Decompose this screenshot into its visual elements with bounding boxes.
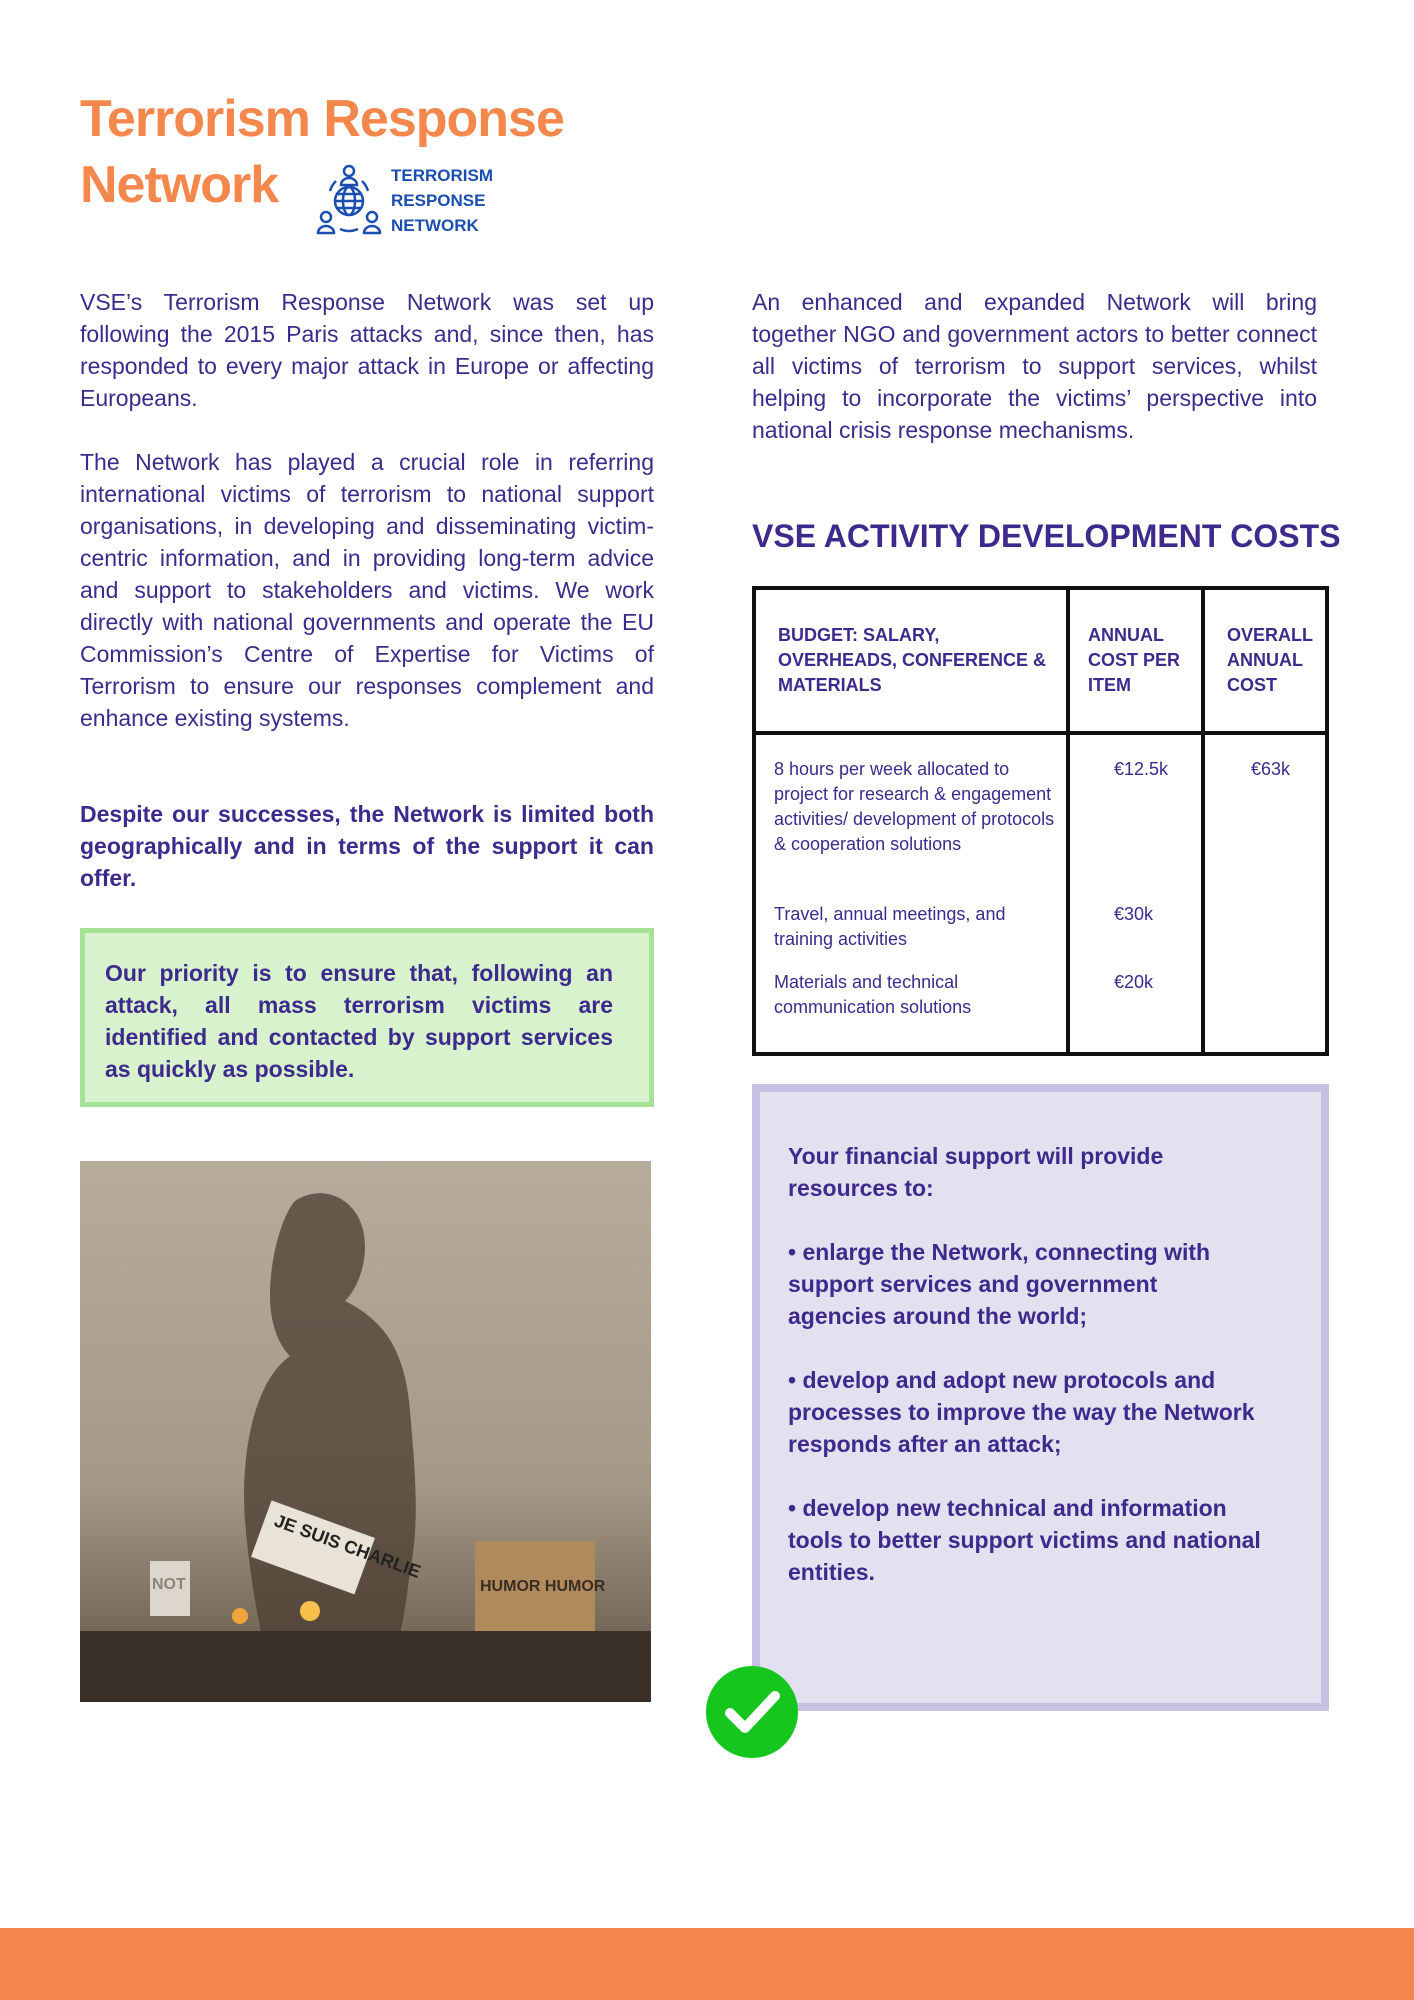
support-bullet: • enlarge the Network, connecting with support services and government agencies around the world;: [788, 1239, 1211, 1329]
costs-heading: VSE ACTIVITY DEVELOPMENT COSTS: [752, 518, 1341, 554]
expansion-paragraph: An enhanced and expanded Network will bring together NGO and government actors to better connect all victims of terrorism to support services, whilst helping to incorporate the victims’ perspective into national crisis response mechanisms.: [752, 289, 1317, 443]
table-header-row: [754, 588, 1327, 733]
sign-text-not: NOT: [152, 1576, 186, 1593]
sign-text: JE SUIS CHARLIE: [271, 1510, 424, 1582]
intro-paragraph: VSE’s Terrorism Response Network was set up following the 2015 Paris attacks and, since then, has responded to every major attack in Europe or affecting Europeans.: [80, 289, 654, 411]
costs-table: [752, 586, 1329, 1056]
globe-people-icon: [316, 163, 382, 238]
support-intro: Your financial support will provide resources to:: [788, 1143, 1164, 1201]
table-row-cost: €30k: [1114, 904, 1154, 924]
sign-text-humor: HUMOR HUMOR: [480, 1578, 606, 1595]
logo-text: TERRORISM RESPONSE NETWORK: [391, 166, 493, 235]
table-row-item: Travel, annual meetings, and training activities: [774, 904, 1006, 949]
limitation-paragraph: Despite our successes, the Network is limited both geographically and in terms of the support it can offer.: [80, 801, 654, 891]
page-title: Terrorism Response Network: [80, 90, 564, 214]
support-bullet: • develop new technical and information tools to better support victims and national entities.: [788, 1495, 1261, 1585]
table-body-row: [754, 733, 1327, 1054]
footer-bar: [0, 1928, 1414, 2000]
table-row-item: Materials and technical communication solutions: [774, 972, 972, 1017]
overall-cost-value: €63k: [1251, 759, 1291, 779]
network-logo: [316, 163, 506, 238]
checkmark-icon: [706, 1666, 798, 1758]
priority-callout: Our priority is to ensure that, following an attack, all mass terrorism victims are identified and contacted by support services as quickly as possible.: [80, 928, 654, 1107]
support-bullet: • develop and adopt new protocols and processes to improve the way the Network responds after an attack;: [788, 1367, 1255, 1457]
column-header-overall-cost: OVERALL ANNUAL COST: [1203, 588, 1327, 733]
network-role-paragraph: The Network has played a crucial role in referring international victims of terrorism to national support organisations, in developing and disseminating victim-centric information, and in providing long-term advice and support to stakeholders and victims. We work directly with national governments and operate the EU Commission’s Centre of Expertise for Victims of Terrorism to ensure our responses complement and enhance existing systems.: [80, 449, 654, 731]
shadow-silhouette-image: [80, 1161, 651, 1702]
table-row-item: 8 hours per week allocated to project for research & engagement activities/ development of protocols & cooperation solutions: [774, 759, 1055, 854]
table-row-cost: €12.5k: [1114, 759, 1169, 779]
memorial-photo: [80, 1161, 651, 1702]
column-header-budget: BUDGET: SALARY, OVERHEADS, CONFERENCE & MATERIALS: [754, 588, 1068, 733]
financial-support-box: [752, 1084, 1329, 1711]
table-row-cost: €20k: [1114, 972, 1154, 992]
column-header-annual-cost: ANNUAL COST PER ITEM: [1068, 588, 1203, 733]
